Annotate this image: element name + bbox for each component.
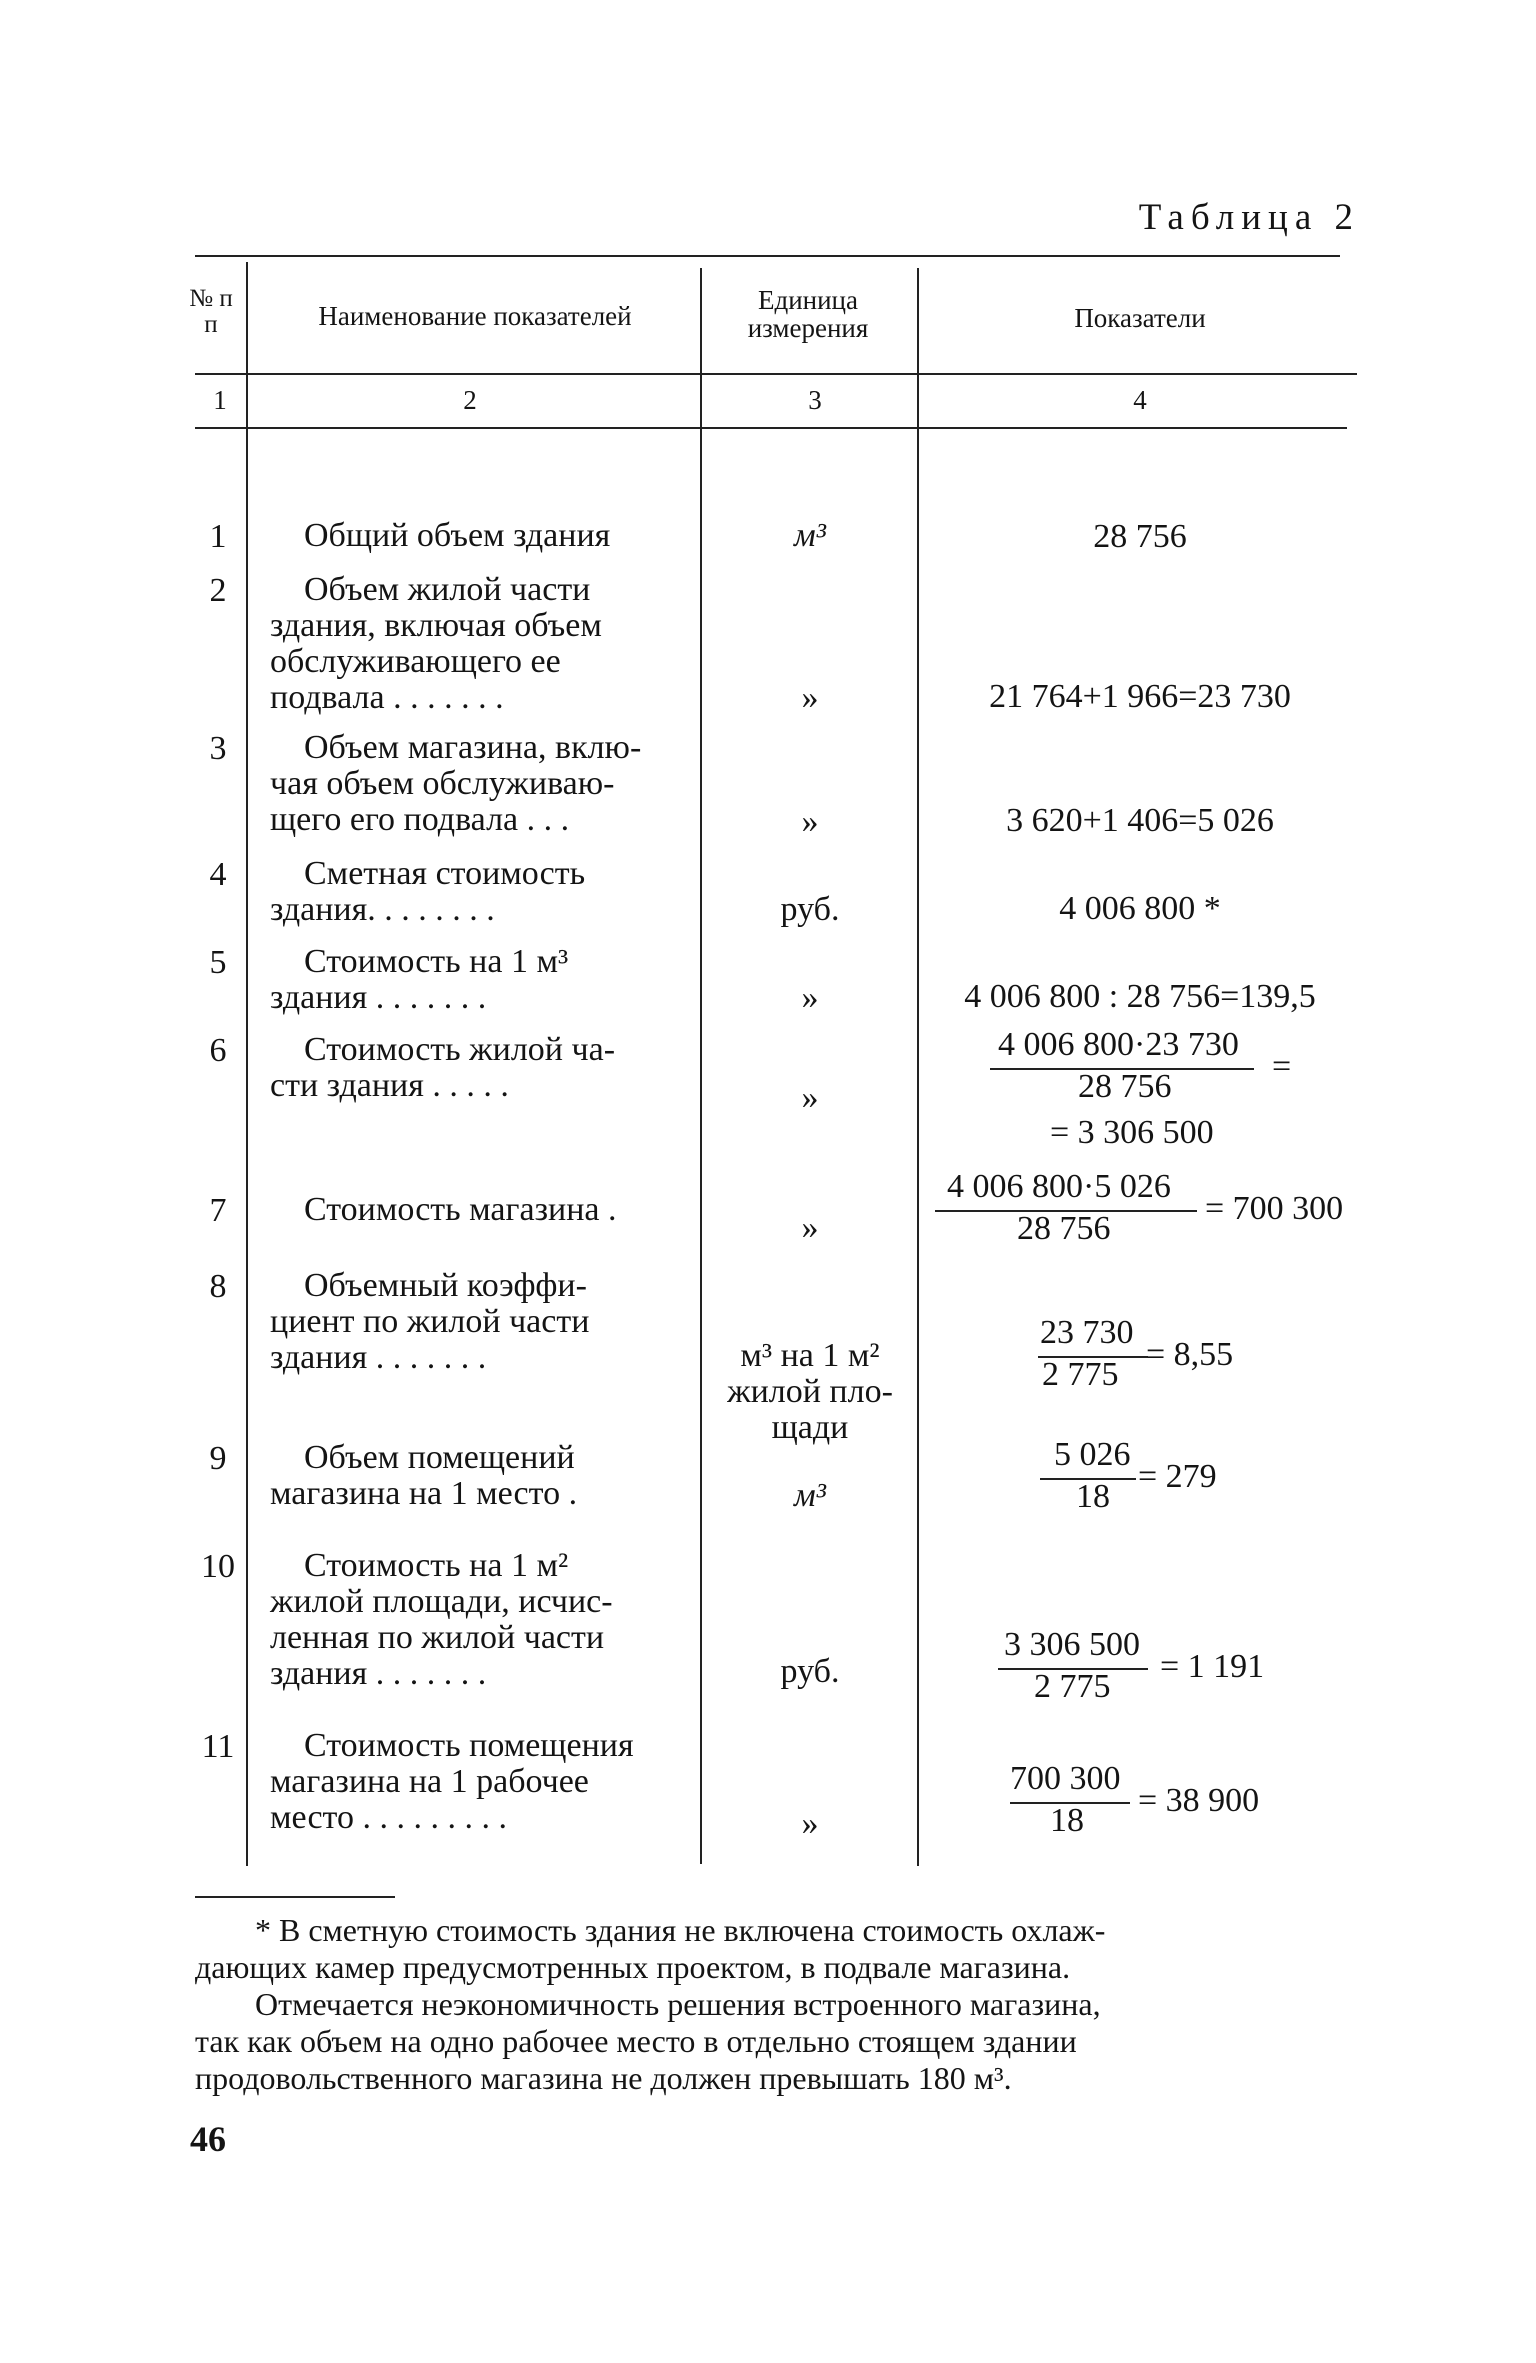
value-formula <box>1040 1432 1260 1528</box>
row-number: 3 <box>209 730 227 767</box>
row-number: 2 <box>209 572 227 609</box>
name-line: здания, включая объем <box>270 607 602 644</box>
formula-numerator: 23 730 <box>1040 1314 1134 1351</box>
unit-cell: » <box>801 803 819 840</box>
row-number: 11 <box>201 1728 235 1765</box>
name-line: Объем помещений <box>304 1439 575 1476</box>
name-line: жилой площади, исчис- <box>270 1583 613 1620</box>
name-line: здания . . . . . . . <box>270 1339 487 1376</box>
column-divider-2 <box>700 268 702 1864</box>
name-line: Стоимость магазина . <box>304 1191 617 1228</box>
formula-result: = 279 <box>1138 1458 1217 1495</box>
row-number: 5 <box>209 944 227 981</box>
value-formula <box>1010 1756 1300 1852</box>
formula-denominator: 18 <box>1076 1478 1110 1515</box>
indicator-name <box>270 518 682 554</box>
indicator-name <box>270 572 682 716</box>
table-caption: Таблица 2 <box>1138 197 1360 238</box>
footnote-line: дающих камер предусмотренных проектом, в подвале магазина. <box>195 1949 1071 1985</box>
indicator-name <box>270 856 682 928</box>
name-line: Стоимость помещения <box>304 1727 634 1764</box>
formula-result: = 8,55 <box>1146 1336 1234 1373</box>
unit-cell <box>720 518 900 554</box>
formula-result: = 38 900 <box>1138 1782 1260 1819</box>
unit-text: м³ <box>794 517 826 554</box>
unit-cell: м³ на 1 м² жилой пло- щади <box>727 1337 893 1446</box>
name-line: циент по жилой части <box>270 1303 590 1340</box>
unit-cell: » <box>801 1805 819 1842</box>
column-number-2: 2 <box>463 385 477 415</box>
footnote-rule <box>195 1896 395 1898</box>
value-formula <box>998 1622 1298 1718</box>
row-number: 10 <box>201 1548 235 1585</box>
colnum-bottom-rule <box>195 427 1347 429</box>
formula-denominator: 2 775 <box>1034 1668 1111 1705</box>
value-cell: 4 006 800 : 28 756=139,5 <box>964 978 1316 1015</box>
name-line: Стоимость на 1 м² <box>304 1547 569 1584</box>
footnote-line: так как объем на одно рабочее место в отдельно стоящем здании <box>195 2023 1077 2059</box>
value-formula <box>990 1022 1310 1162</box>
formula-equals: = <box>1272 1048 1292 1085</box>
column-number-4: 4 <box>1133 385 1147 415</box>
value-cell: 28 756 <box>1093 518 1187 555</box>
name-line: здания. . . . . . . . <box>270 891 495 928</box>
value-cell: 4 006 800 * <box>1059 890 1221 927</box>
name-line: обслуживающего ее <box>270 643 561 680</box>
header-unit: Единица измерения <box>747 285 869 344</box>
indicator-name <box>270 944 682 1016</box>
formula-denominator: 28 756 <box>1078 1068 1172 1105</box>
footnote-line: продовольственного магазина не должен превышать 180 м³. <box>195 2060 1012 2096</box>
footnote <box>195 1912 1357 2097</box>
name-line: Общий объем здания <box>304 517 611 554</box>
indicator-name <box>270 1728 682 1836</box>
value-cell: 3 620+1 406=5 026 <box>1006 802 1274 839</box>
indicator-name <box>270 1440 682 1512</box>
name-line: магазина на 1 место . <box>270 1475 578 1512</box>
unit-cell: » <box>801 1079 819 1116</box>
footnote-line: * В сметную стоимость здания не включена стоимость охлаж- <box>255 1912 1106 1948</box>
column-number-3: 3 <box>808 385 822 415</box>
formula-numerator: 5 026 <box>1054 1436 1131 1473</box>
indicator-name <box>270 1548 682 1692</box>
header-value: Показатели <box>1074 303 1206 333</box>
name-line: Сметная стоимость <box>304 855 586 892</box>
formula-result: = 1 191 <box>1160 1648 1265 1685</box>
formula-denominator: 18 <box>1050 1802 1084 1839</box>
value-formula <box>935 1164 1365 1264</box>
name-line: здания . . . . . . . <box>270 1655 487 1692</box>
formula-result: = 700 300 <box>1205 1190 1344 1227</box>
unit-cell: » <box>801 1209 819 1246</box>
indicator-name <box>270 730 682 838</box>
header-name: Наименование показателей <box>318 301 632 331</box>
unit-cell: » <box>801 679 819 716</box>
unit-text: м³ <box>794 1477 826 1514</box>
row-number: 4 <box>209 856 227 893</box>
value-formula <box>1038 1310 1278 1406</box>
row-number: 6 <box>209 1032 227 1069</box>
row-number: 9 <box>209 1440 227 1477</box>
name-line: ленная по жилой части <box>270 1619 605 1656</box>
formula-denominator: 2 775 <box>1042 1356 1119 1393</box>
name-line: здания . . . . . . . <box>270 979 487 1016</box>
column-number-1: 1 <box>213 385 227 415</box>
header-number: № п п <box>189 285 233 339</box>
value-cell: 21 764+1 966=23 730 <box>989 678 1291 715</box>
name-line: магазина на 1 рабочее <box>270 1763 589 1800</box>
unit-cell: руб. <box>780 1653 840 1690</box>
name-line: подвала . . . . . . . <box>270 679 504 716</box>
formula-result: = 3 306 500 <box>1050 1114 1214 1151</box>
table-top-rule <box>195 255 1340 257</box>
name-line: Стоимость на 1 м³ <box>304 943 569 980</box>
name-line: Стоимость жилой ча- <box>304 1031 616 1068</box>
formula-numerator: 4 006 800·5 026 <box>947 1168 1171 1205</box>
row-number: 8 <box>209 1268 227 1305</box>
name-line: Объем жилой части <box>304 571 591 608</box>
indicator-name <box>270 1268 682 1376</box>
unit-cell <box>720 1478 900 1514</box>
unit-cell: » <box>801 979 819 1016</box>
row-number: 1 <box>209 518 227 555</box>
column-divider-3 <box>917 268 919 1866</box>
indicator-name <box>270 1192 682 1228</box>
unit-cell: руб. <box>780 891 840 928</box>
name-line: место . . . . . . . . . <box>270 1799 507 1836</box>
page-number: 46 <box>190 2119 226 2159</box>
indicator-name <box>270 1032 682 1104</box>
name-line: сти здания . . . . . <box>270 1067 509 1104</box>
name-line: чая объем обслуживаю- <box>270 765 615 802</box>
formula-numerator: 4 006 800·23 730 <box>998 1026 1239 1063</box>
formula-numerator: 700 300 <box>1010 1760 1121 1797</box>
name-line: щего его подвала . . . <box>270 801 570 838</box>
name-line: Объем магазина, вклю- <box>304 729 642 766</box>
header-bottom-rule <box>195 373 1357 375</box>
footnote-line: Отмечается неэкономичность решения встроенного магазина, <box>255 1986 1101 2022</box>
formula-numerator: 3 306 500 <box>1004 1626 1140 1663</box>
formula-denominator: 28 756 <box>1017 1210 1111 1247</box>
name-line: Объемный коэффи- <box>304 1267 587 1304</box>
row-number: 7 <box>209 1192 227 1229</box>
